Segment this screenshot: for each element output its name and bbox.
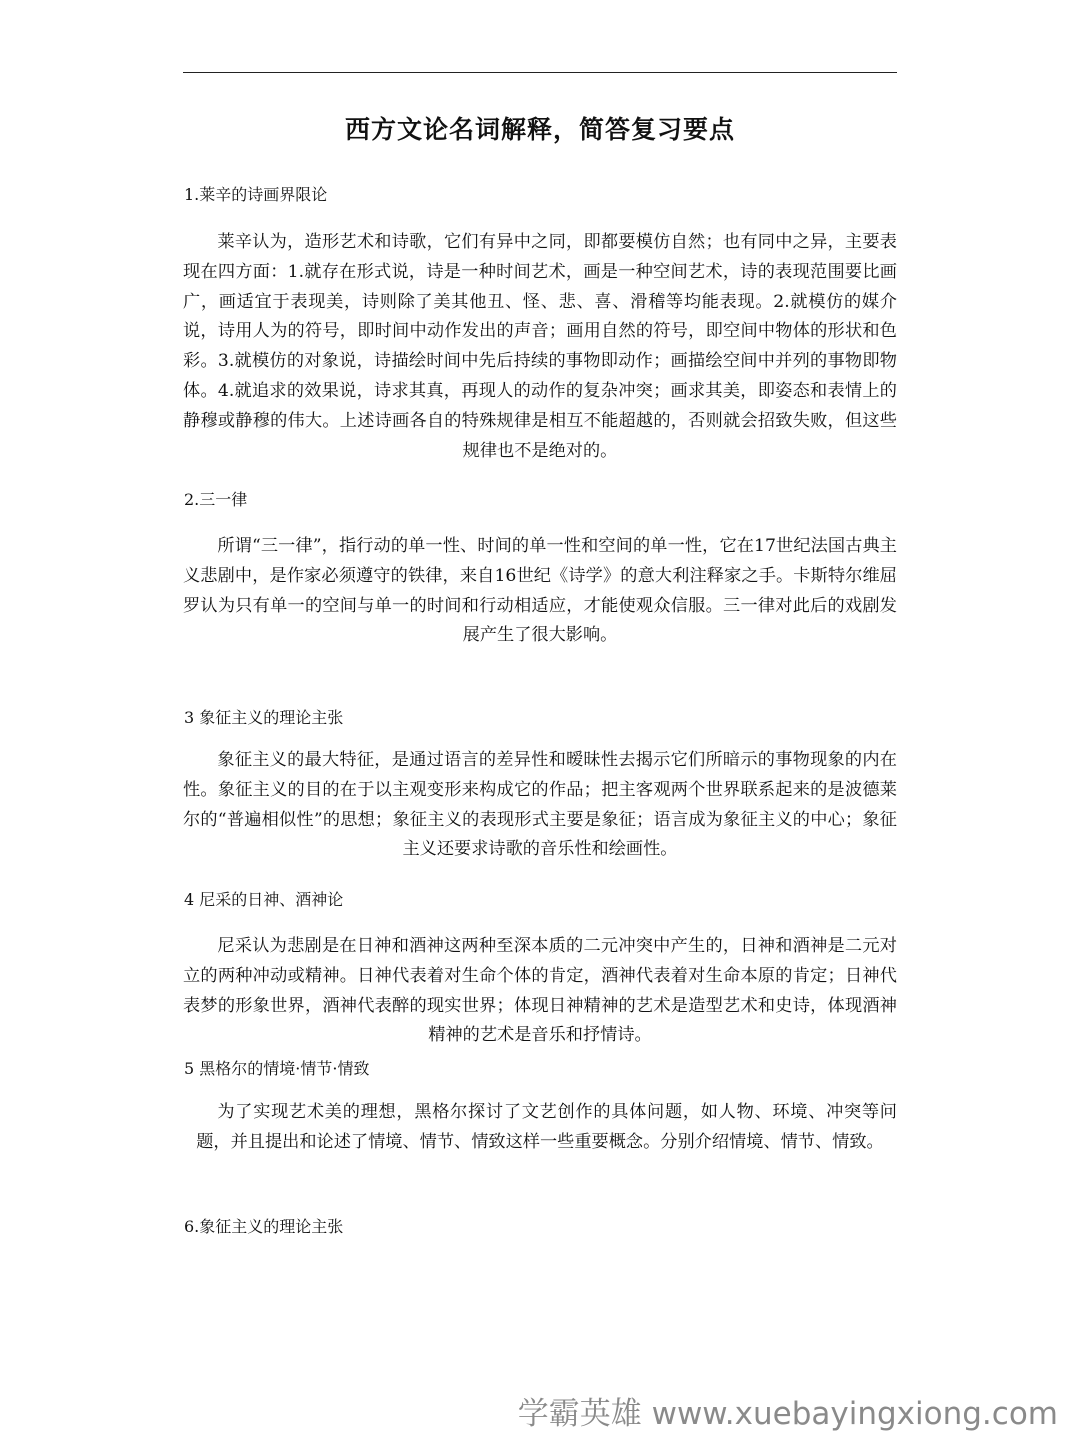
site-watermark: 学霸英雄 www.xuebayingxiong.com: [517, 1396, 1058, 1432]
section-6-heading: 6.象征主义的理论主张: [184, 1217, 344, 1236]
section-3-heading: 3 象征主义的理论主张: [184, 708, 344, 727]
section-2-body: 所谓“三一律”，指行动的单一性、时间的单一性和空间的单一性，它在17世纪法国古典主义悲剧中，是作家必须遵守的铁律，来自16世纪《诗学》的意大利注释家之手。卡斯特尔维屈罗认为只有单一的空间与单一的时间和行动相适应，才能使观众信服。三一律对此后的戏剧发展产生了很大影响。: [183, 536, 897, 646]
section-2-heading: 2.三一律: [184, 490, 248, 509]
section-1-heading: 1.莱辛的诗画界限论: [184, 185, 328, 204]
document-title: 西方文论名词解释，简答复习要点: [344, 115, 735, 144]
section-4-heading: 4 尼采的日神、酒神论: [184, 890, 344, 909]
section-5-heading: 5 黑格尔的情境·情节·情致: [184, 1059, 370, 1078]
section-3-body: 象征主义的最大特征，是通过语言的差异性和暧昧性去揭示它们所暗示的事物现象的内在性。象征主义的目的在于以主观变形来构成它的作品；把主客观两个世界联系起来的是波德莱尔的“普遍相似性”的思想；象征主义的表现形式主要是象征；语言成为象征主义的中心；象征主义还要求诗歌的音乐性和绘画性。: [183, 750, 897, 860]
section-4-body: 尼采认为悲剧是在日神和酒神这两种至深本质的二元冲突中产生的，日神和酒神是二元对立的两种冲动或精神。日神代表着对生命个体的肯定，酒神代表着对生命本原的肯定；日神代表梦的形象世界，酒神代表醉的现实世界；体现日神精神的艺术是造型艺术和史诗，体现酒神精神的艺术是音乐和抒情诗。: [183, 936, 897, 1046]
section-1-body: 莱辛认为，造形艺术和诗歌，它们有异中之同，即都要模仿自然；也有同中之异，主要表现在四方面：1.就存在形式说，诗是一种时间艺术，画是一种空间艺术，诗的表现范围要比画广，画适宜于表现美，诗则除了美其他丑、怪、悲、喜、滑稽等均能表现。2.就模仿的媒介说，诗用人为的符号，即时间中动作发出的声音；画用自然的符号，即空间中物体的形状和色彩。3.就模仿的对象说，诗描绘时间中先后持续的事物即动作；画描绘空间中并列的事物即物体。4.就追求的效果说，诗求其真，再现人的动作的复杂冲突；画求其美，即姿态和表情上的静穆或静穆的伟大。上述诗画各自的特殊规律是相互不能超越的，否则就会招致失败，但这些规律也不是绝对的。: [183, 232, 897, 461]
header-rule: [183, 72, 897, 73]
section-5-body: 为了实现艺术美的理想，黑格尔探讨了文艺创作的具体问题，如人物、环境、冲突等问题，并且提出和论述了情境、情节、情致这样一些重要概念。分别介绍情境、情节、情致。: [196, 1102, 897, 1152]
